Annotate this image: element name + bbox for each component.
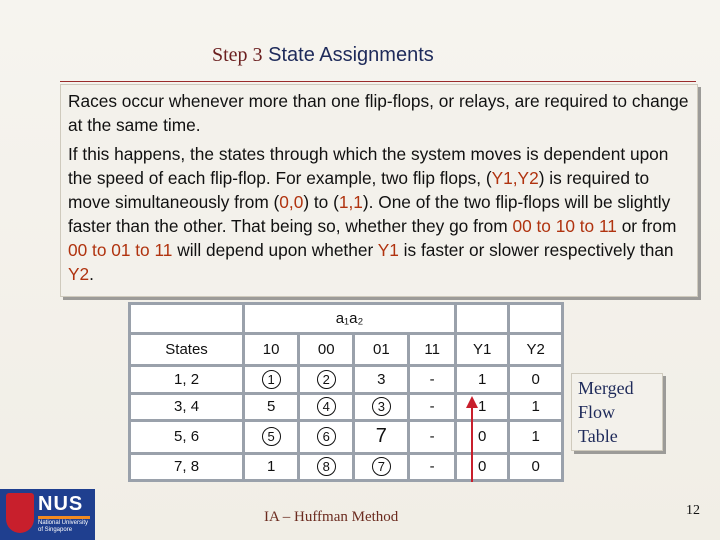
state-cell: 1, 2 bbox=[130, 366, 244, 394]
text-span: ) to ( bbox=[303, 192, 339, 212]
stable-state-circle: 4 bbox=[317, 397, 336, 416]
table-cell bbox=[509, 304, 563, 334]
title-rule bbox=[60, 81, 696, 82]
slide-title bbox=[212, 44, 434, 67]
up-arrow-icon bbox=[466, 396, 478, 482]
logo-sub-line: of Singapore bbox=[38, 527, 73, 533]
table-cell bbox=[455, 304, 509, 334]
logo-bar bbox=[38, 516, 90, 519]
table-cell: - bbox=[409, 453, 456, 481]
table-cell: 0 bbox=[455, 453, 509, 481]
note-line: Flow bbox=[578, 402, 616, 422]
highlight-y1y2: Y1,Y2 bbox=[491, 168, 539, 188]
state-cell: 5, 6 bbox=[130, 421, 244, 454]
input-variable-header: a₁a₂ bbox=[244, 304, 456, 334]
table-cell: 3 bbox=[354, 366, 409, 394]
crest-icon bbox=[6, 493, 34, 533]
table-cell bbox=[354, 393, 409, 421]
paragraph-example bbox=[68, 142, 691, 286]
text-span: ). One of the two flip-flops will be slightly faster than the other. That being so, whether they go from bbox=[68, 192, 671, 236]
table-cell: 1 bbox=[455, 366, 509, 394]
text-span: . bbox=[89, 264, 94, 284]
highlight-one: 1,1 bbox=[338, 192, 363, 212]
note-line: Table bbox=[578, 426, 618, 446]
table-cell: 0 bbox=[509, 366, 563, 394]
table-cell: 0 bbox=[455, 421, 509, 454]
state-cell: 7, 8 bbox=[130, 453, 244, 481]
page-number: 12 bbox=[686, 503, 700, 518]
stable-state-circle: 5 bbox=[262, 427, 281, 446]
column-header: Y1 bbox=[455, 334, 509, 366]
table-row bbox=[130, 393, 563, 421]
text-box bbox=[60, 84, 698, 297]
column-header: 00 bbox=[299, 334, 354, 366]
footer-text: IA – Huffman Method bbox=[264, 509, 399, 525]
table-cell bbox=[244, 421, 299, 454]
stable-state-circle: 8 bbox=[317, 457, 336, 476]
logo-subtitle bbox=[38, 520, 88, 534]
table-cell bbox=[299, 421, 354, 454]
stable-state-circle: 6 bbox=[317, 427, 336, 446]
table-cell bbox=[354, 453, 409, 481]
column-header: 10 bbox=[244, 334, 299, 366]
table-cell bbox=[244, 366, 299, 394]
highlight-zero: 0,0 bbox=[279, 192, 304, 212]
text-span: If this happens, the states through which the system moves is dependent upon the speed of each flip-flop. For example, two flip flops, ( bbox=[68, 144, 669, 188]
text-span: or from bbox=[616, 216, 677, 236]
table-cell: 1 bbox=[244, 453, 299, 481]
flow-table bbox=[128, 302, 564, 482]
column-header: 11 bbox=[409, 334, 456, 366]
column-header: 01 bbox=[354, 334, 409, 366]
merged-flow-table-note bbox=[571, 373, 663, 451]
stable-state-circle: 2 bbox=[317, 370, 336, 389]
stable-state-circle: 3 bbox=[372, 397, 391, 416]
highlight-y1: Y1 bbox=[377, 240, 399, 260]
table-row bbox=[130, 453, 563, 481]
highlight-path2: 00 to 01 to 11 bbox=[68, 240, 173, 260]
table-cell: 5 bbox=[244, 393, 299, 421]
state-cell: 3, 4 bbox=[130, 393, 244, 421]
table-cell: 0 bbox=[509, 453, 563, 481]
table-cell: 1 bbox=[509, 421, 563, 454]
stable-state-circle: 7 bbox=[372, 457, 391, 476]
title-main: State Assignments bbox=[268, 44, 434, 66]
table-cell: - bbox=[409, 366, 456, 394]
table-cell bbox=[299, 393, 354, 421]
logo-name: NUS bbox=[38, 493, 84, 515]
table-row bbox=[130, 366, 563, 394]
paragraph-races: Races occur whenever more than one flip-flops, or relays, are required to change at the same time. bbox=[68, 91, 689, 135]
title-step: Step 3 bbox=[212, 44, 263, 66]
table-cell: - bbox=[409, 421, 456, 454]
table-corner bbox=[130, 304, 244, 334]
text-span: is faster or slower respectively than bbox=[398, 240, 674, 260]
table-cell: 1 bbox=[455, 393, 509, 421]
text-span: ) is required to move simultaneously from ( bbox=[68, 168, 650, 212]
logo-sub-line: National University bbox=[38, 520, 89, 526]
nus-logo bbox=[0, 489, 95, 540]
stable-state-circle: 1 bbox=[262, 370, 281, 389]
note-line: Merged bbox=[578, 378, 634, 398]
table-cell: - bbox=[409, 393, 456, 421]
table-row bbox=[130, 421, 563, 454]
table-cell bbox=[299, 366, 354, 394]
text-span: will depend upon whether bbox=[172, 240, 378, 260]
column-header: Y2 bbox=[509, 334, 563, 366]
table-cell: 7 bbox=[354, 421, 409, 454]
states-header: States bbox=[130, 334, 244, 366]
table-cell: 1 bbox=[509, 393, 563, 421]
highlight-y2: Y2 bbox=[68, 264, 90, 284]
highlight-path1: 00 to 10 to 11 bbox=[512, 216, 617, 236]
table-cell bbox=[299, 453, 354, 481]
